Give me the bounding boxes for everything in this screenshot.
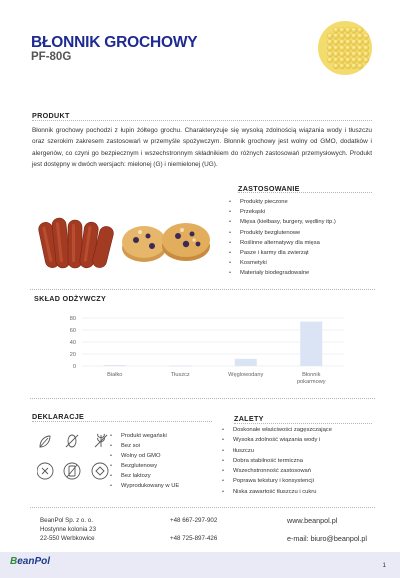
pea bbox=[351, 63, 357, 69]
pea bbox=[327, 39, 333, 45]
pea bbox=[333, 27, 339, 33]
pea bbox=[351, 39, 357, 45]
phone-2[interactable]: +48 725-897-426 bbox=[170, 535, 218, 542]
pea bbox=[357, 39, 363, 45]
made-in-eu-icon bbox=[92, 463, 108, 479]
advantages-list bbox=[219, 425, 332, 497]
advantages-item: • Niska zawartość tłuszczu i cukru bbox=[219, 487, 332, 497]
pea bbox=[351, 51, 357, 57]
pea bbox=[333, 33, 339, 39]
pea bbox=[351, 45, 357, 51]
pea bbox=[363, 45, 369, 51]
chart-x-tick-label: Białko bbox=[107, 372, 123, 378]
chart-x-labels bbox=[107, 372, 326, 385]
declarations-item: • Bez laktozy bbox=[107, 472, 179, 482]
pea bbox=[327, 45, 333, 51]
pea bbox=[357, 27, 363, 33]
page-number: 1 bbox=[382, 562, 386, 569]
pea bbox=[339, 27, 345, 33]
pea bbox=[345, 27, 351, 33]
chart-x-tick-label: Węglowodany bbox=[228, 372, 264, 378]
declarations-list bbox=[107, 432, 179, 491]
nutrition-top-divider bbox=[30, 289, 375, 290]
pea bbox=[363, 57, 369, 63]
applications-item: • Pasze i karmy dla zwierząt bbox=[226, 248, 336, 258]
pea bbox=[339, 39, 345, 45]
product-heading: PRODUKT bbox=[32, 111, 70, 120]
chart-y-tick-label: 0 bbox=[72, 364, 76, 370]
pea bbox=[333, 57, 339, 63]
pea bbox=[345, 45, 351, 51]
chart-x-tick-label: Tłuszcz bbox=[170, 372, 190, 378]
pea bbox=[345, 39, 351, 45]
advantages-item: • Poprawa tekstury i konsystencji bbox=[219, 476, 332, 486]
vegan-leaf-icon bbox=[40, 436, 50, 447]
lactose-free-icon bbox=[64, 463, 80, 479]
declarations-heading: DEKLARACJE bbox=[32, 412, 85, 421]
sausages-image bbox=[38, 212, 118, 272]
applications-heading: ZASTOSOWANIE bbox=[238, 184, 300, 193]
pea bbox=[333, 51, 339, 57]
pea bbox=[345, 57, 351, 63]
applications-item: • Materiały biodegradowalne bbox=[226, 268, 336, 278]
pea bbox=[357, 33, 363, 39]
declarations-item: • Wyprodukowany w UE bbox=[107, 482, 179, 492]
page-title: BŁONNIK GROCHOWY bbox=[31, 34, 198, 51]
advantages-item-continuation: • tłuszczu bbox=[219, 446, 332, 456]
advantages-item: • Wysoka zdolność wiązania wody i bbox=[219, 435, 332, 445]
pea bbox=[327, 33, 333, 39]
pea bbox=[357, 51, 363, 57]
applications-item: • Produkty bezglutenowe bbox=[226, 228, 336, 238]
advantages-item: • Doskonałe właściwości zagęszczające bbox=[219, 425, 332, 435]
pea bbox=[339, 51, 345, 57]
pea bbox=[357, 45, 363, 51]
applications-item: • Roślinne alternatywy dla mięsa bbox=[226, 238, 336, 248]
chart-bars bbox=[104, 322, 323, 367]
company-street: Hostynne kolonia 23 bbox=[40, 526, 97, 533]
pea bbox=[345, 33, 351, 39]
pea bbox=[333, 45, 339, 51]
nutrition-heading: SKŁAD ODŻYWCZY bbox=[34, 294, 107, 303]
chart-y-tick-label: 60 bbox=[69, 328, 76, 334]
product-code: PF-80G bbox=[31, 51, 72, 63]
footer-divider bbox=[30, 507, 375, 508]
no-soy-icon bbox=[66, 435, 78, 447]
pea bbox=[327, 51, 333, 57]
pea bbox=[357, 63, 363, 69]
peas-image bbox=[317, 20, 373, 76]
bottom-bar bbox=[0, 552, 400, 578]
pea bbox=[327, 57, 333, 63]
applications-item: • Przekąski bbox=[226, 207, 336, 217]
applications-list bbox=[226, 197, 336, 279]
declarations-divider bbox=[32, 421, 212, 422]
pea bbox=[357, 57, 363, 63]
chart-bar bbox=[169, 366, 191, 367]
applications-divider bbox=[238, 192, 372, 193]
chart-y-tick-label: 40 bbox=[69, 340, 76, 346]
company-city: 22-550 Werbkowice bbox=[40, 535, 95, 542]
nutrition-bottom-divider bbox=[30, 398, 375, 399]
chart-y-tick-label: 20 bbox=[69, 352, 76, 358]
advantages-heading: ZALETY bbox=[234, 414, 264, 423]
chart-y-ticks bbox=[70, 316, 76, 370]
pea bbox=[351, 27, 357, 33]
pea bbox=[339, 45, 345, 51]
declarations-item: • Bez soi bbox=[107, 442, 179, 452]
pea bbox=[333, 39, 339, 45]
declarations-item: • Bezglutenowy bbox=[107, 462, 179, 472]
email-link[interactable]: e-mail: biuro@beanpol.pl bbox=[287, 534, 368, 543]
pea bbox=[339, 33, 345, 39]
pea bbox=[345, 63, 351, 69]
advantages-divider bbox=[234, 423, 372, 424]
pea bbox=[363, 51, 369, 57]
pea bbox=[363, 33, 369, 39]
chart-bar bbox=[235, 359, 257, 366]
pea bbox=[351, 57, 357, 63]
product-description: Błonnik grochowy pochodzi z łupin żółtego grochu. Charakteryzuje się wysoką zdolnością wiązania wody i tłuszczu oraz szerokim zakresem zastosowań w przemyśle spożywczym. Błonnik grochowy jest wolny od GMO, dodatków i alergenów, co czyni go bezpiecznym i wszechstronnym składnikiem do różnych zastosowań przemysłowych. Produkt jest dostępny w dwóch wersjach: mielonej (G) i niemielonej (UG). bbox=[32, 127, 372, 169]
product-divider bbox=[32, 120, 372, 121]
chart-x-tick-label: pokarmowy bbox=[296, 379, 326, 385]
advantages-item: • Dobra stabilność termiczna bbox=[219, 456, 332, 466]
phone-1[interactable]: +48 667-297-902 bbox=[170, 517, 218, 524]
brand-logo: BeanPol bbox=[10, 556, 51, 567]
declarations-item: • Wolny od GMO bbox=[107, 452, 179, 462]
gluten-free-icon bbox=[95, 434, 107, 447]
pea bbox=[351, 33, 357, 39]
declarations-item: • Produkt wegański bbox=[107, 432, 179, 442]
applications-item: • Mięsa (kiełbasy, burgery, wędliny itp.) bbox=[226, 217, 336, 227]
muffins-image bbox=[120, 212, 212, 268]
non-gmo-icon bbox=[37, 463, 53, 479]
chart-x-tick-label: Błonnik bbox=[302, 372, 321, 378]
pea bbox=[339, 63, 345, 69]
pea bbox=[333, 63, 339, 69]
pea bbox=[363, 39, 369, 45]
chart-bar bbox=[300, 322, 322, 366]
pea bbox=[339, 57, 345, 63]
applications-item: • Kosmetyki bbox=[226, 258, 336, 268]
pea bbox=[345, 51, 351, 57]
nutrition-chart bbox=[58, 312, 348, 392]
applications-item: • Produkty pieczone bbox=[226, 197, 336, 207]
declaration-icons bbox=[37, 433, 109, 483]
website-link[interactable]: www.beanpol.pl bbox=[287, 516, 338, 525]
chart-bar bbox=[104, 365, 126, 366]
company-name: BeanPol Sp. z o. o. bbox=[40, 517, 93, 524]
chart-y-tick-label: 80 bbox=[69, 316, 76, 322]
advantages-item: • Wszechstronność zastosowań bbox=[219, 466, 332, 476]
